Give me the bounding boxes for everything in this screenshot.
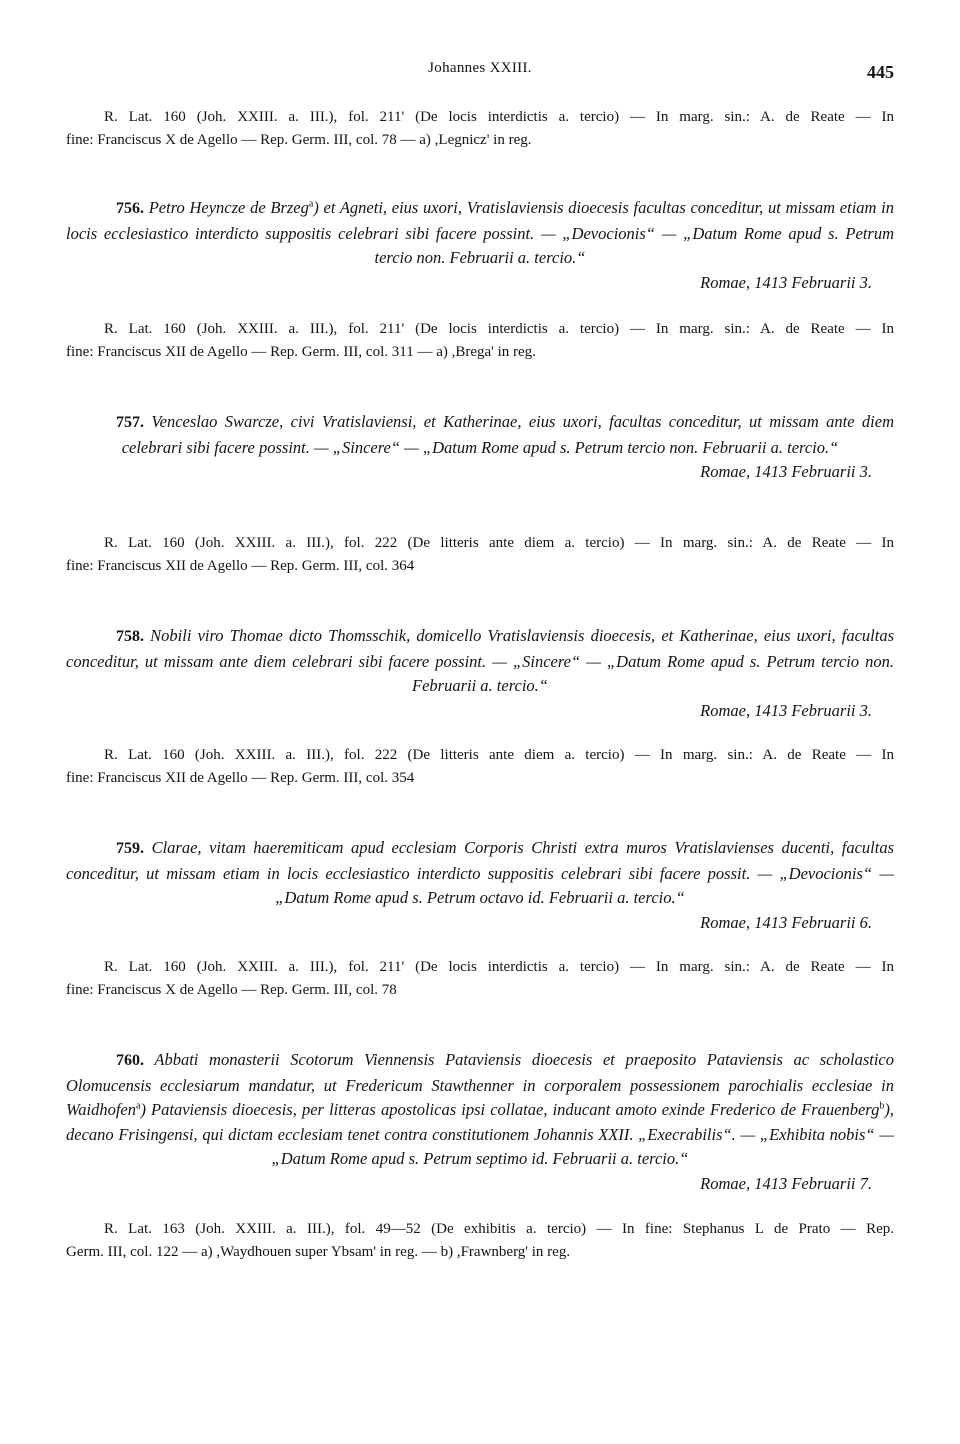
source-line: fine: Franciscus XII de Agello — Rep. Germ. III, col. 311 — a) ,Brega' in reg. xyxy=(66,344,536,360)
source-line: fine: Franciscus XII de Agello — Rep. Germ. III, col. 354 xyxy=(66,770,415,786)
entry-number: 756. xyxy=(116,200,144,217)
source-line: R. Lat. 160 (Joh. XXIII. a. III.), fol. 222 (De litteris ante diem a. tercio) — In marg. sin.: A. de Reate — In xyxy=(104,747,894,763)
entry-text xyxy=(66,1048,894,1172)
entry-text-part: Clarae, vitam haeremiticam apud ecclesiam Corporis Christi extra muros Vratislavienses ducenti, facultas conceditur, ut missam etiam in locis ecclesiastico interdicto suppositis celebrari sibi facere possit. — „Devocionis“ — „Datum Rome apud s. Petrum octavo id. Februarii a. tercio.“ xyxy=(66,838,894,907)
footnote-marker: a xyxy=(308,198,314,210)
source-line: fine: Franciscus XII de Agello — Rep. Germ. III, col. 364 xyxy=(66,558,415,574)
source-line: R. Lat. 160 (Joh. XXIII. a. III.), fol. 222 (De litteris ante diem a. tercio) — In marg. sin.: A. de Reate — In xyxy=(104,535,894,551)
entry-date: Romae, 1413 Februarii 3. xyxy=(700,700,872,720)
source-note-759 xyxy=(66,956,894,1002)
source-note-757 xyxy=(66,532,894,578)
running-head xyxy=(66,60,894,84)
entry-date: Romae, 1413 Februarii 6. xyxy=(700,912,872,932)
source-note-top xyxy=(66,106,894,152)
entry-757 xyxy=(66,410,894,485)
entry-text-part: Nobili viro Thomae dicto Thomsschik, domicello Vratislaviensis dioecesis, et Katherinae, eius uxori, facultas conceditur, ut missam ante diem celebrari sibi facere possint. — „Sincere“ — „Datum Rome apud s. Petrum tercio non. Februarii a. tercio.“ xyxy=(66,626,894,695)
entry-text xyxy=(66,836,894,911)
entry-text-part: Venceslao Swarcze, civi Vratislaviensi, et Katherinae, eius uxori, facultas conceditur, ut missam ante diem celebrari sibi facere possint. — „Sincere“ — „Datum Rome apud s. Petrum tercio non. Februarii a. tercio.“ xyxy=(121,412,895,457)
source-note-760 xyxy=(66,1218,894,1264)
entry-758 xyxy=(66,624,894,723)
source-note-756 xyxy=(66,318,894,364)
page-number: 445 xyxy=(867,62,894,82)
entry-text xyxy=(66,410,894,460)
entry-number: 759. xyxy=(116,840,144,857)
entry-text xyxy=(66,624,894,699)
entry-number: 760. xyxy=(116,1052,144,1069)
source-line: Germ. III, col. 122 — a) ,Waydhouen super Ybsam' in reg. — b) ,Frawnberg' in reg. xyxy=(66,1244,571,1260)
entry-number: 758. xyxy=(116,628,144,645)
entry-text-part: ) Pataviensis dioecesis, per litteras apostolicas ipsi collatae, inducant amoto exinde Frederico de Frauenberg xyxy=(140,1100,880,1119)
running-title: Johannes XXIII. xyxy=(428,60,532,76)
entry-756 xyxy=(66,196,894,295)
source-note-758 xyxy=(66,744,894,790)
entry-date: Romae, 1413 Februarii 3. xyxy=(700,462,872,481)
source-line: R. Lat. 163 (Joh. XXIII. a. III.), fol. 49—52 (De exhibitis a. tercio) — In fine: Stephanus L de Prato — Rep. xyxy=(104,1221,894,1237)
footnote-marker: b xyxy=(879,1100,885,1112)
entry-text xyxy=(66,196,894,271)
entry-date: Romae, 1413 Februarii 7. xyxy=(700,1173,872,1193)
source-line: R. Lat. 160 (Joh. XXIII. a. III.), fol. 211' (De locis interdictis a. tercio) — In marg. sin.: A. de Reate — In xyxy=(104,109,894,125)
entry-number: 757. xyxy=(116,414,144,431)
footnote-marker: a xyxy=(135,1100,141,1112)
entry-759 xyxy=(66,836,894,935)
entry-text-part: ), decano Frisingensi, qui dictam ecclesiam tenet contra constitutionem Johannis XXII. „Execrabilis“. — „Exhibita nobis“ — „Datum Rome apud s. Petrum septimo id. Februarii a. tercio.“ xyxy=(66,1100,894,1168)
entry-text-part: Abbati monasterii Scotorum Viennensis Pataviensis dioecesis et praeposito Pataviensis ac scholastico Olomucensis ecclesiarum mandatur, ut Fredericum Stawthenner in corporalem possessionem parochialis ecclesiae in Waidhofen xyxy=(66,1050,894,1119)
entry-text-part: Petro Heyncze de Brzeg xyxy=(148,198,309,217)
source-line: fine: Franciscus X de Agello — Rep. Germ. III, col. 78 — a) ,Legnicz' in reg. xyxy=(66,132,532,148)
entry-date: Romae, 1413 Februarii 3. xyxy=(700,272,872,292)
source-line: R. Lat. 160 (Joh. XXIII. a. III.), fol. 211' (De locis interdictis a. tercio) — In marg. sin.: A. de Reate — In xyxy=(104,959,894,975)
entry-760 xyxy=(66,1048,894,1196)
source-line: fine: Franciscus X de Agello — Rep. Germ. III, col. 78 xyxy=(66,982,397,998)
entry-text-part: ) et Agneti, eius uxori, Vratislaviensis dioecesis facultas conceditur, ut missam etiam in locis ecclesiastico interdicto suppositis celebrari sibi facere possint. — „Devocionis“ — „Datum Rome apud s. Petrum tercio non. Februarii a. tercio.“ xyxy=(66,198,894,267)
source-line: R. Lat. 160 (Joh. XXIII. a. III.), fol. 211' (De locis interdictis a. tercio) — In marg. sin.: A. de Reate — In xyxy=(104,321,894,337)
